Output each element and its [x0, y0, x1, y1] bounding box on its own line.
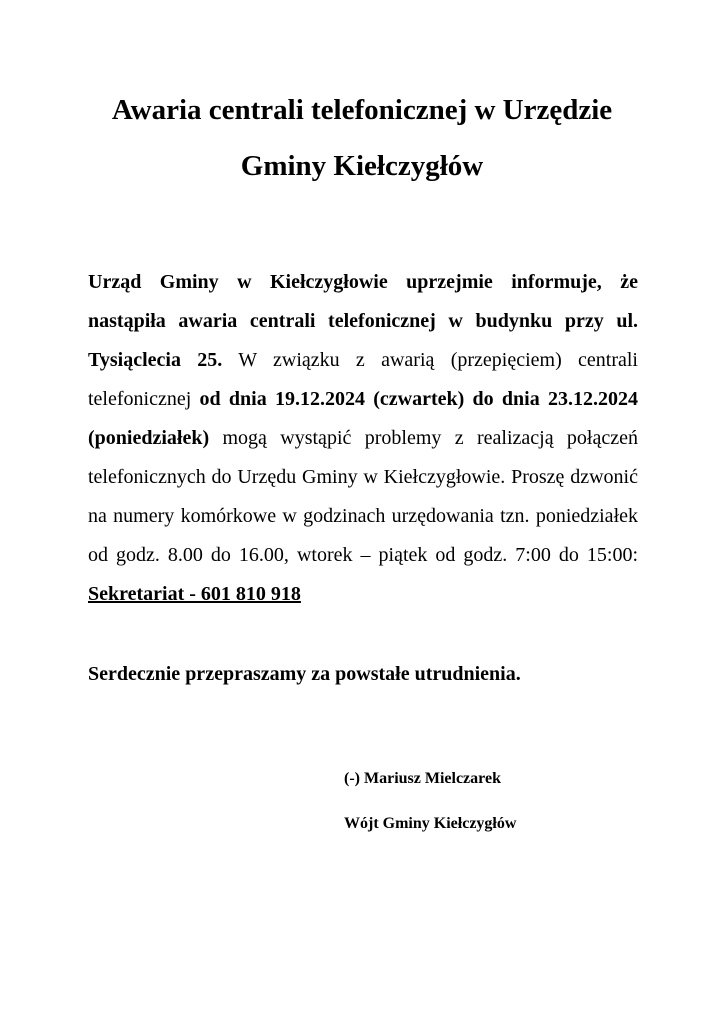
signature-name: (-) Mariusz Mielczarek [344, 770, 501, 787]
title-line-1: Awaria centrali telefonicznej w Urzędzie [111, 94, 613, 126]
failure-description: W związku z awarią (przepięciem) centrali telefonicznej [88, 349, 638, 410]
apology-text: Serdecznie przepraszamy za powstałe utrudnienia. [88, 663, 521, 685]
announcement-paragraph [88, 263, 638, 614]
title-line-2: Gminy Kiełczygłów [240, 150, 484, 182]
document-title [60, 82, 664, 194]
signature-role: Wójt Gminy Kiełczygłów [344, 815, 517, 832]
intro-statement: Urząd Gminy w Kiełczygłowie uprzejmie informuje, że nastąpiła awaria centrali telefonicznej w budynku przy ul. Tysiąclecia 25. [88, 271, 638, 371]
secretariat-phone: Sekretariat - 601 810 918 [88, 583, 301, 605]
instructions-text: mogą wystąpić problemy z realizacją połączeń telefonicznych do Urzędu Gminy w Kiełczygłowie. Proszę dzwonić na numery komórkowe w godzinach urzędowania tzn. poniedziałek od godz. 8.00 do 16.00, wtorek – piątek od godz. 7:00 do 15:00: [88, 427, 638, 566]
outage-dates: od dnia 19.12.2024 (czwartek) do dnia 23.12.2024 (poniedziałek) [88, 388, 638, 449]
secretariat-contact [88, 583, 301, 605]
